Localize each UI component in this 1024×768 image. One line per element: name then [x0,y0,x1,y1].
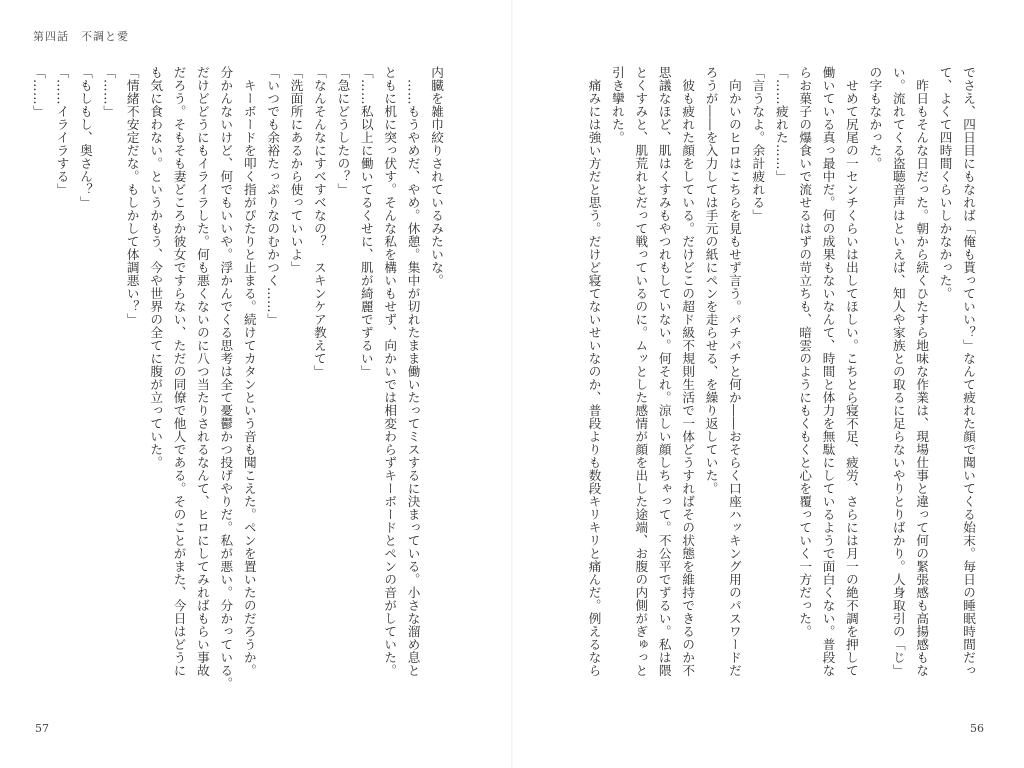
text-line: 「洗面所にあるから使っていいよ」 [288,66,304,274]
text-line: キーボードを叩く指がぴたりと止まる。続けてカタンという音も聞こえた。ペンを置いたのだろうか。 [241,66,257,677]
text-line: ろうが――を入力しては手元の紙にペンを走らせる、を繰り返していた。 [703,66,719,495]
text-line: 内臓を雑巾絞りされているみたいな。 [429,66,444,287]
text-line: 「……疲れた……」 [773,66,789,183]
text-line: 「……」 [101,66,117,118]
text-line: 痛みには強い方だと思う。だけど寝てないせいなのか、普段よりも数段キリキリと痛んだ。例えるなら [586,66,602,677]
text-line: い。流れてくる盗聴音声はといえば、知人や家族との取るに足らないやりとりばかり。人身取引の「じ」 [890,66,906,677]
running-header: 第四話 不調と愛 [33,30,129,43]
page-number-left: 57 [35,722,49,735]
text-line: 思議なほど、肌はくすみもやつれもしていない。何それ。涼しい顔しちゃって。不公平でずるい。私は隈 [656,66,672,677]
text-line: 働いている真っ最中だ。何の成果もないなんて、時間と体力を無駄にしているようで面白くない。普段な [820,66,836,677]
text-line: ともに机に突っ伏す。そんな私を構いもせず、向かいでは相変わらずキーボードとペンの音がしていた。 [382,66,398,677]
page-number-right: 56 [970,722,984,735]
text-line: 彼も疲れた顔をしている。だけどこの超ド級不規則生活で一体どうすればその状態を維持できるのか不 [680,66,696,677]
text-line: 「なんそんなにすべすべなの？ スキンケア教えて」 [311,66,327,378]
text-line: 「情緒不安定だな。もしかして体調悪い？」 [124,66,140,326]
right-page [512,0,1024,768]
left-page-body [31,66,448,706]
text-line: 分かんないけど、何でもいいや。浮かんでくる思考は全て憂鬱かつ投げやりだ。私が悪い。分かっている。 [218,66,234,690]
text-line: 「もしもし、奥さん？」 [77,66,93,209]
text-line: 「……イライラする」 [54,66,70,196]
text-line: ……もうやめだ、やめ。休憩。集中が切れたまま働いたってミスするに決まっている。小さな溜め息と [405,66,421,677]
text-line: 「……」 [31,66,47,118]
text-line: とくすみと、肌荒れとだって戦っているのに。ムッとした感情が顔を出した途端、お腹の内側がぎゅっと [633,66,649,677]
text-line: 向かいのヒロはこちらを見もせず言う。パチパチと何か――おそらく口座ハッキング用のパスワードだ [726,66,742,677]
text-line: も気に食わない。というかもう、今や世界の全てに腹が立っていた。 [148,66,164,469]
text-line: て、よくて四時間くらいしかなかった。 [937,66,953,300]
text-line: らお菓子の爆食いで流せるはずの苛立ちも、暗雲のようにもくもくと心を覆っていく一方だった。 [797,66,813,638]
right-page-body [586,66,980,706]
text-line: 昨日もそんな日だった。朝から続くひたすら地味な作業は、現場仕事と違って何の緊張感も高揚感もな [914,66,930,677]
text-line: 引き攣れた。 [609,66,625,144]
text-line: 「言うなよ。余計疲れる」 [750,66,766,222]
text-line: 「……私以上に働いてるくせに、肌が綺麗でずるい」 [358,66,374,378]
text-line: だけどどうにもイライラした。何も悪くないのに八つ当たりされるなんて、ヒロにしてみればもらい事故 [194,66,210,677]
text-line: だろう。そもそも妻どころか彼女ですらない、ただの同僚で他人である。そのことがまた、今日はどうに [171,66,187,677]
text-line: でさえ、四日目にもなれば「俺も貰っていい？」なんて疲れた顔で聞いてくる始末。毎日の睡眠時間だっ [961,66,976,677]
text-line: の字もなかった。 [867,66,883,170]
text-line: 「急にどうしたの？」 [335,66,351,196]
text-line: せめて尻尾の一センチくらいは出してほしい。こちとら寝不足、疲労、さらには月一の絶不調を押して [843,66,859,677]
text-line: 「いつでも余裕たっぷりなのむかつく……」 [265,66,281,326]
